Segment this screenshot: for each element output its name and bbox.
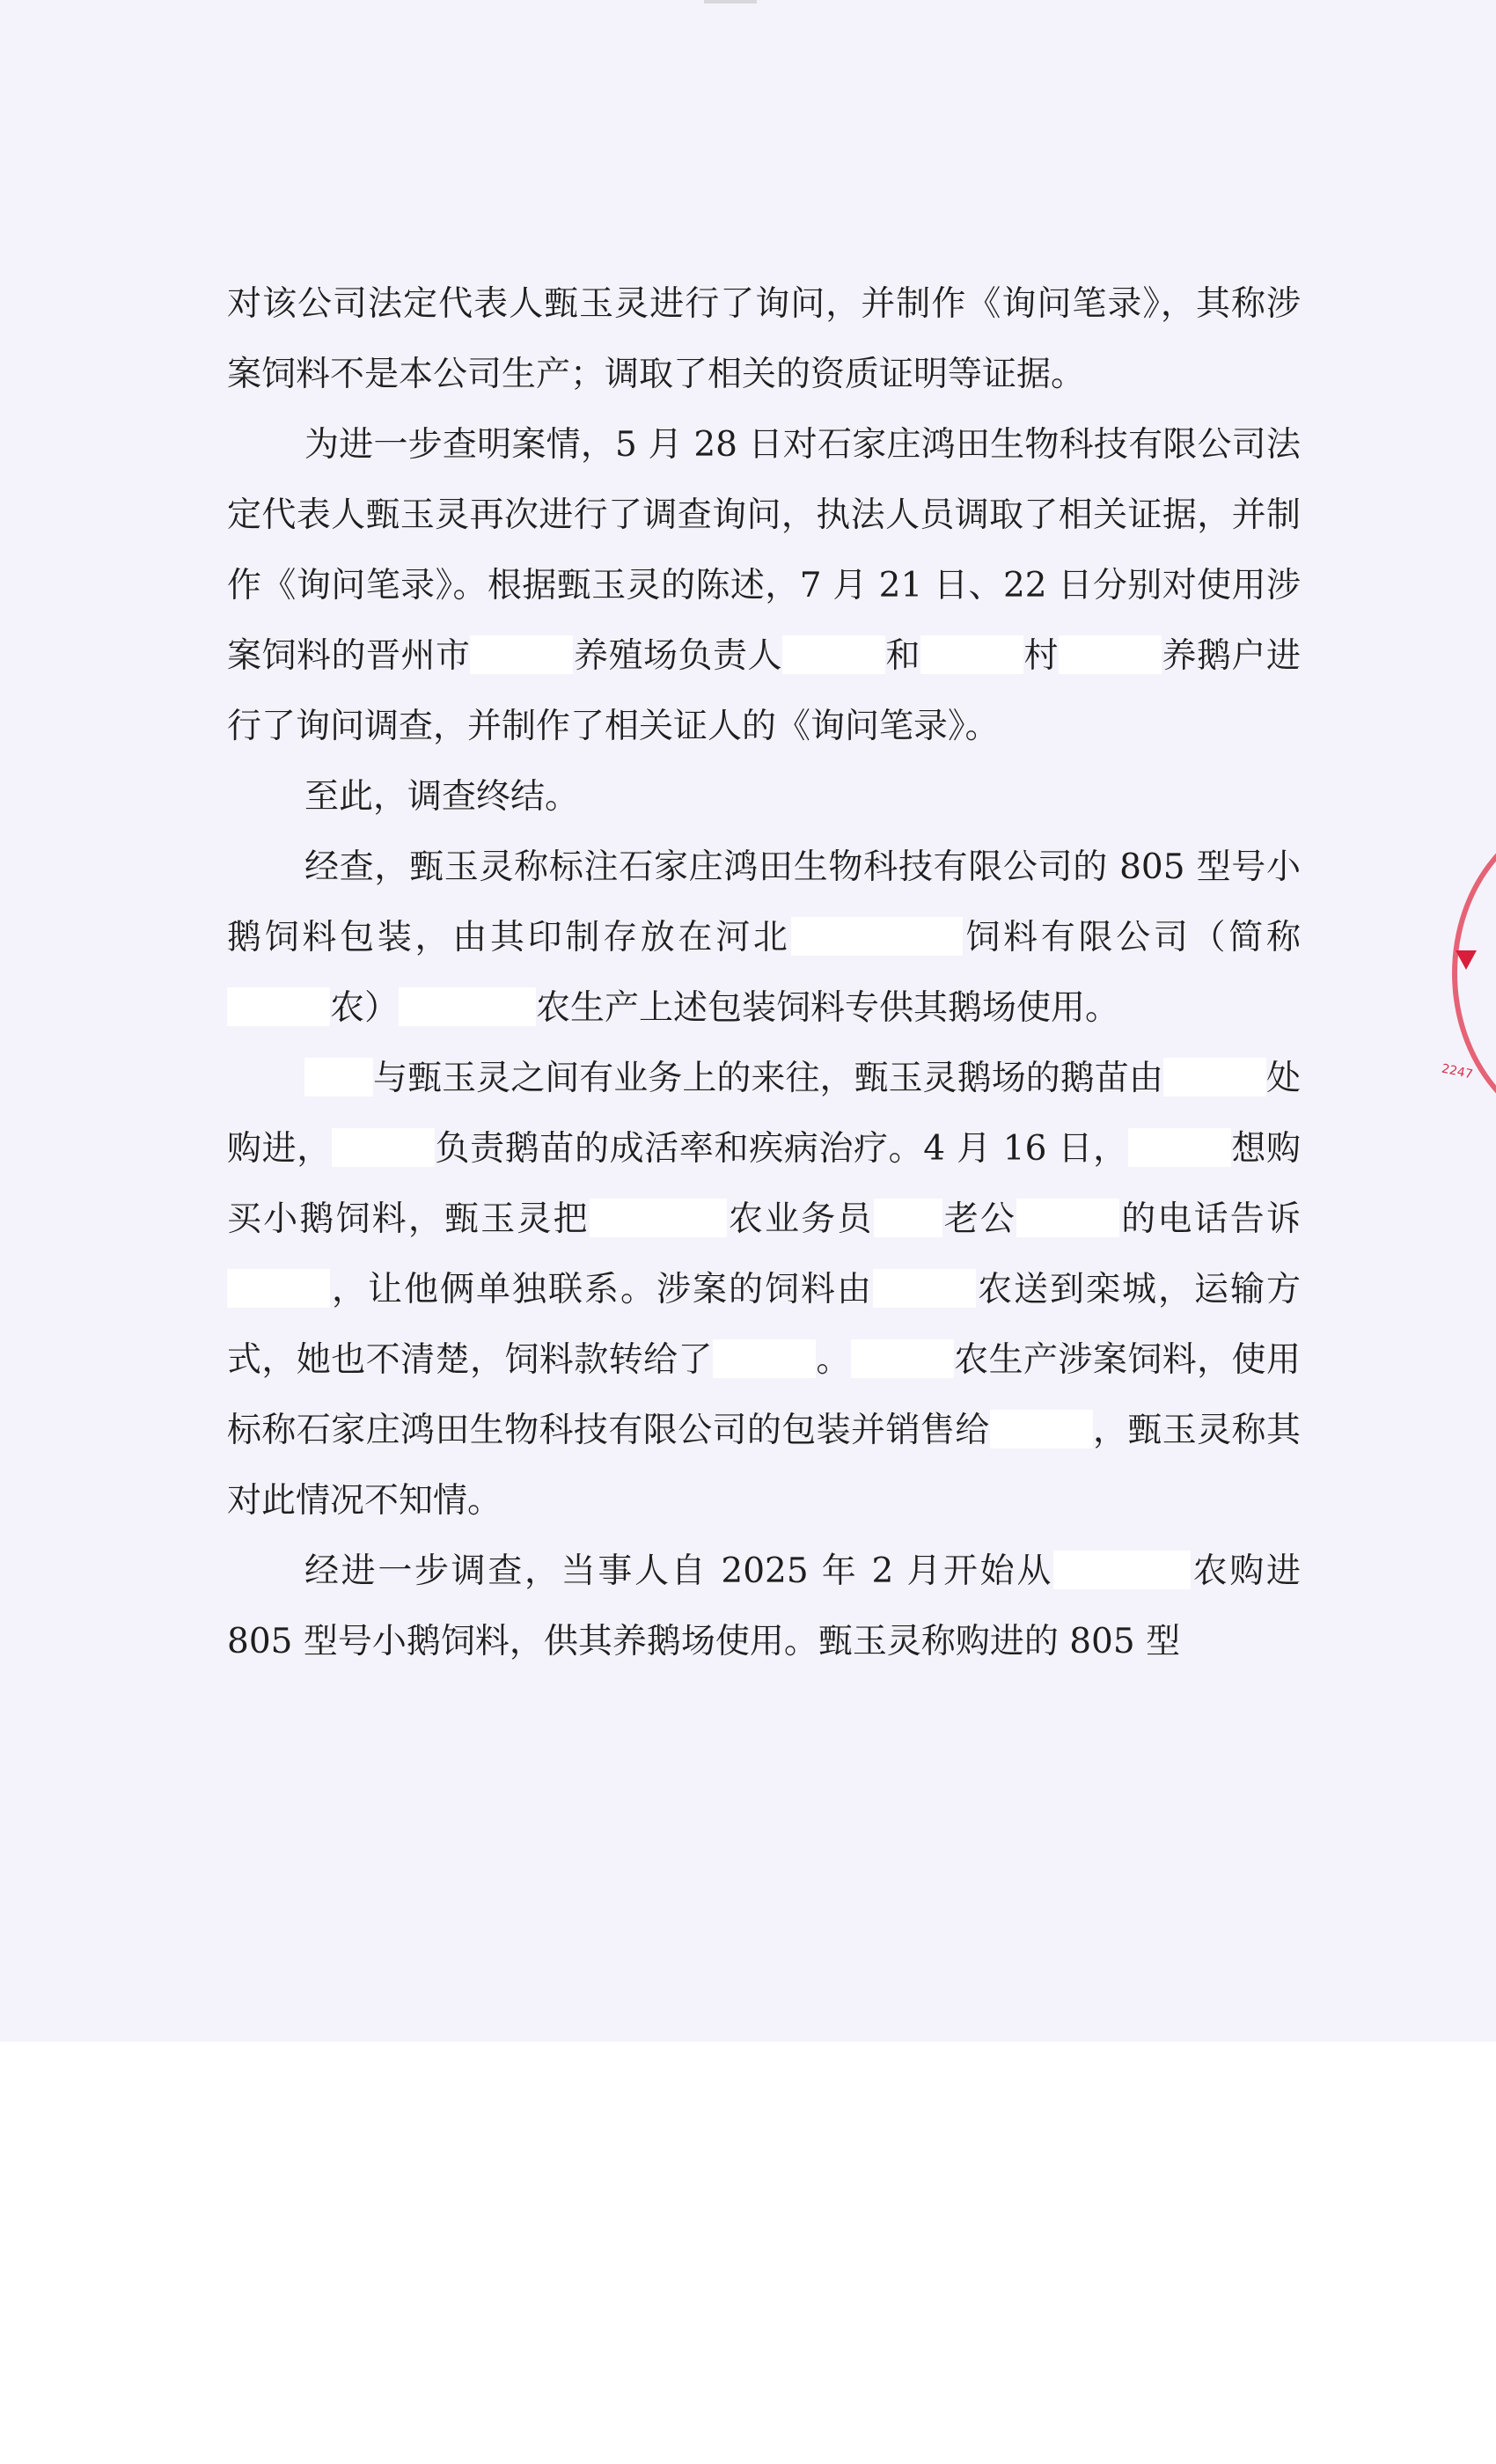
text-run: 农送到栾城，运输方式，她也不清楚，饲料款转给了 [227,1270,1301,1380]
text-run: 。 [815,1340,851,1380]
text-run: 养鹅户进行了询问调查，并制作了相关证人的《询问笔录》。 [227,636,1301,746]
text-run: ，甄玉灵称其对此情况不知情。 [227,1411,1301,1521]
redaction-box [590,1199,727,1237]
text-run: 经查，甄玉灵称标注石家庄鸿田生物科技有限公司的 805 型号小鹅饲料包装，由其印制存放在河北 [227,847,1301,957]
redaction-box [470,635,573,674]
document-body [227,269,1301,1677]
official-seal-fragment [1434,810,1496,1126]
text-run: 处购进， [227,1059,1301,1169]
text-run: 村 [1023,636,1059,676]
text-run: 饲料有限公司（简称 [962,918,1301,957]
redaction-box [304,1058,373,1096]
redaction-box [782,635,885,674]
redaction-box [791,917,963,956]
redaction-box [990,1410,1093,1448]
text-run: 农生产涉案饲料，使用标称石家庄鸿田生物科技有限公司的包装并销售给 [227,1340,1301,1450]
paragraph [227,762,1301,832]
paragraph [227,410,1301,762]
text-run: 养殖场负责人 [573,636,782,676]
seal-star-icon [1456,950,1477,970]
text-run: 农生产上述包装饲料专供其鹅场使用。 [536,988,1120,1028]
redaction-box [920,635,1023,674]
paragraph [227,1044,1301,1536]
text-run: 至此，调查终结。 [304,777,580,817]
redaction-box [713,1339,816,1378]
redaction-box [227,1269,330,1308]
paragraph [227,832,1301,1044]
seal-number: 2247 [1440,1061,1474,1082]
paragraph [227,1536,1301,1677]
redaction-box [1059,635,1162,674]
redaction-box [1016,1199,1119,1237]
redaction-box [1053,1551,1191,1589]
text-run: 经进一步调查，当事人自 2025 年 2 月开始从 [304,1551,1053,1591]
redaction-box [227,987,330,1026]
redaction-box [873,1269,976,1308]
text-run: 与甄玉灵之间有业务上的来往，甄玉灵鹅场的鹅苗由 [373,1059,1163,1098]
text-run: 为进一步查明案情，5 月 28 日对石家庄鸿田生物科技有限公司法定代表人甄玉灵再次进行了调查询问，执法人员调取了相关证据，并制作《询问笔录》。根据甄玉灵的陈述，7 月 21 日、22 日分别对使用涉案饲料的晋州市 [227,425,1301,676]
text-run: 老公 [942,1199,1017,1239]
text-run: 和 [884,636,920,676]
text-run: 对该公司法定代表人甄玉灵进行了询问，并制作《询问笔录》，其称涉案饲料不是本公司生产；调取了相关的资质证明等证据。 [227,284,1301,394]
redaction-box [399,987,536,1026]
text-run: 的电话告诉 [1119,1199,1301,1239]
redaction-box [1128,1128,1231,1167]
text-run: 想购买小鹅饲料，甄玉灵把 [227,1129,1301,1239]
text-run: 农购进 805 型号小鹅饲料，供其养鹅场使用。甄玉灵称购进的 805 型 [227,1551,1301,1661]
text-run: 负责鹅苗的成活率和疾病治疗。4 月 16 日， [434,1129,1128,1169]
text-run: ，让他俩单独联系。涉案的饲料由 [330,1270,873,1309]
redaction-box [851,1339,954,1378]
redaction-box [874,1199,942,1237]
text-run: 农业务员 [726,1199,874,1239]
redaction-box [1163,1058,1266,1096]
paragraph [227,269,1301,410]
redaction-box [332,1128,435,1167]
scan-mark [704,0,757,4]
text-run: 农） [330,988,400,1028]
